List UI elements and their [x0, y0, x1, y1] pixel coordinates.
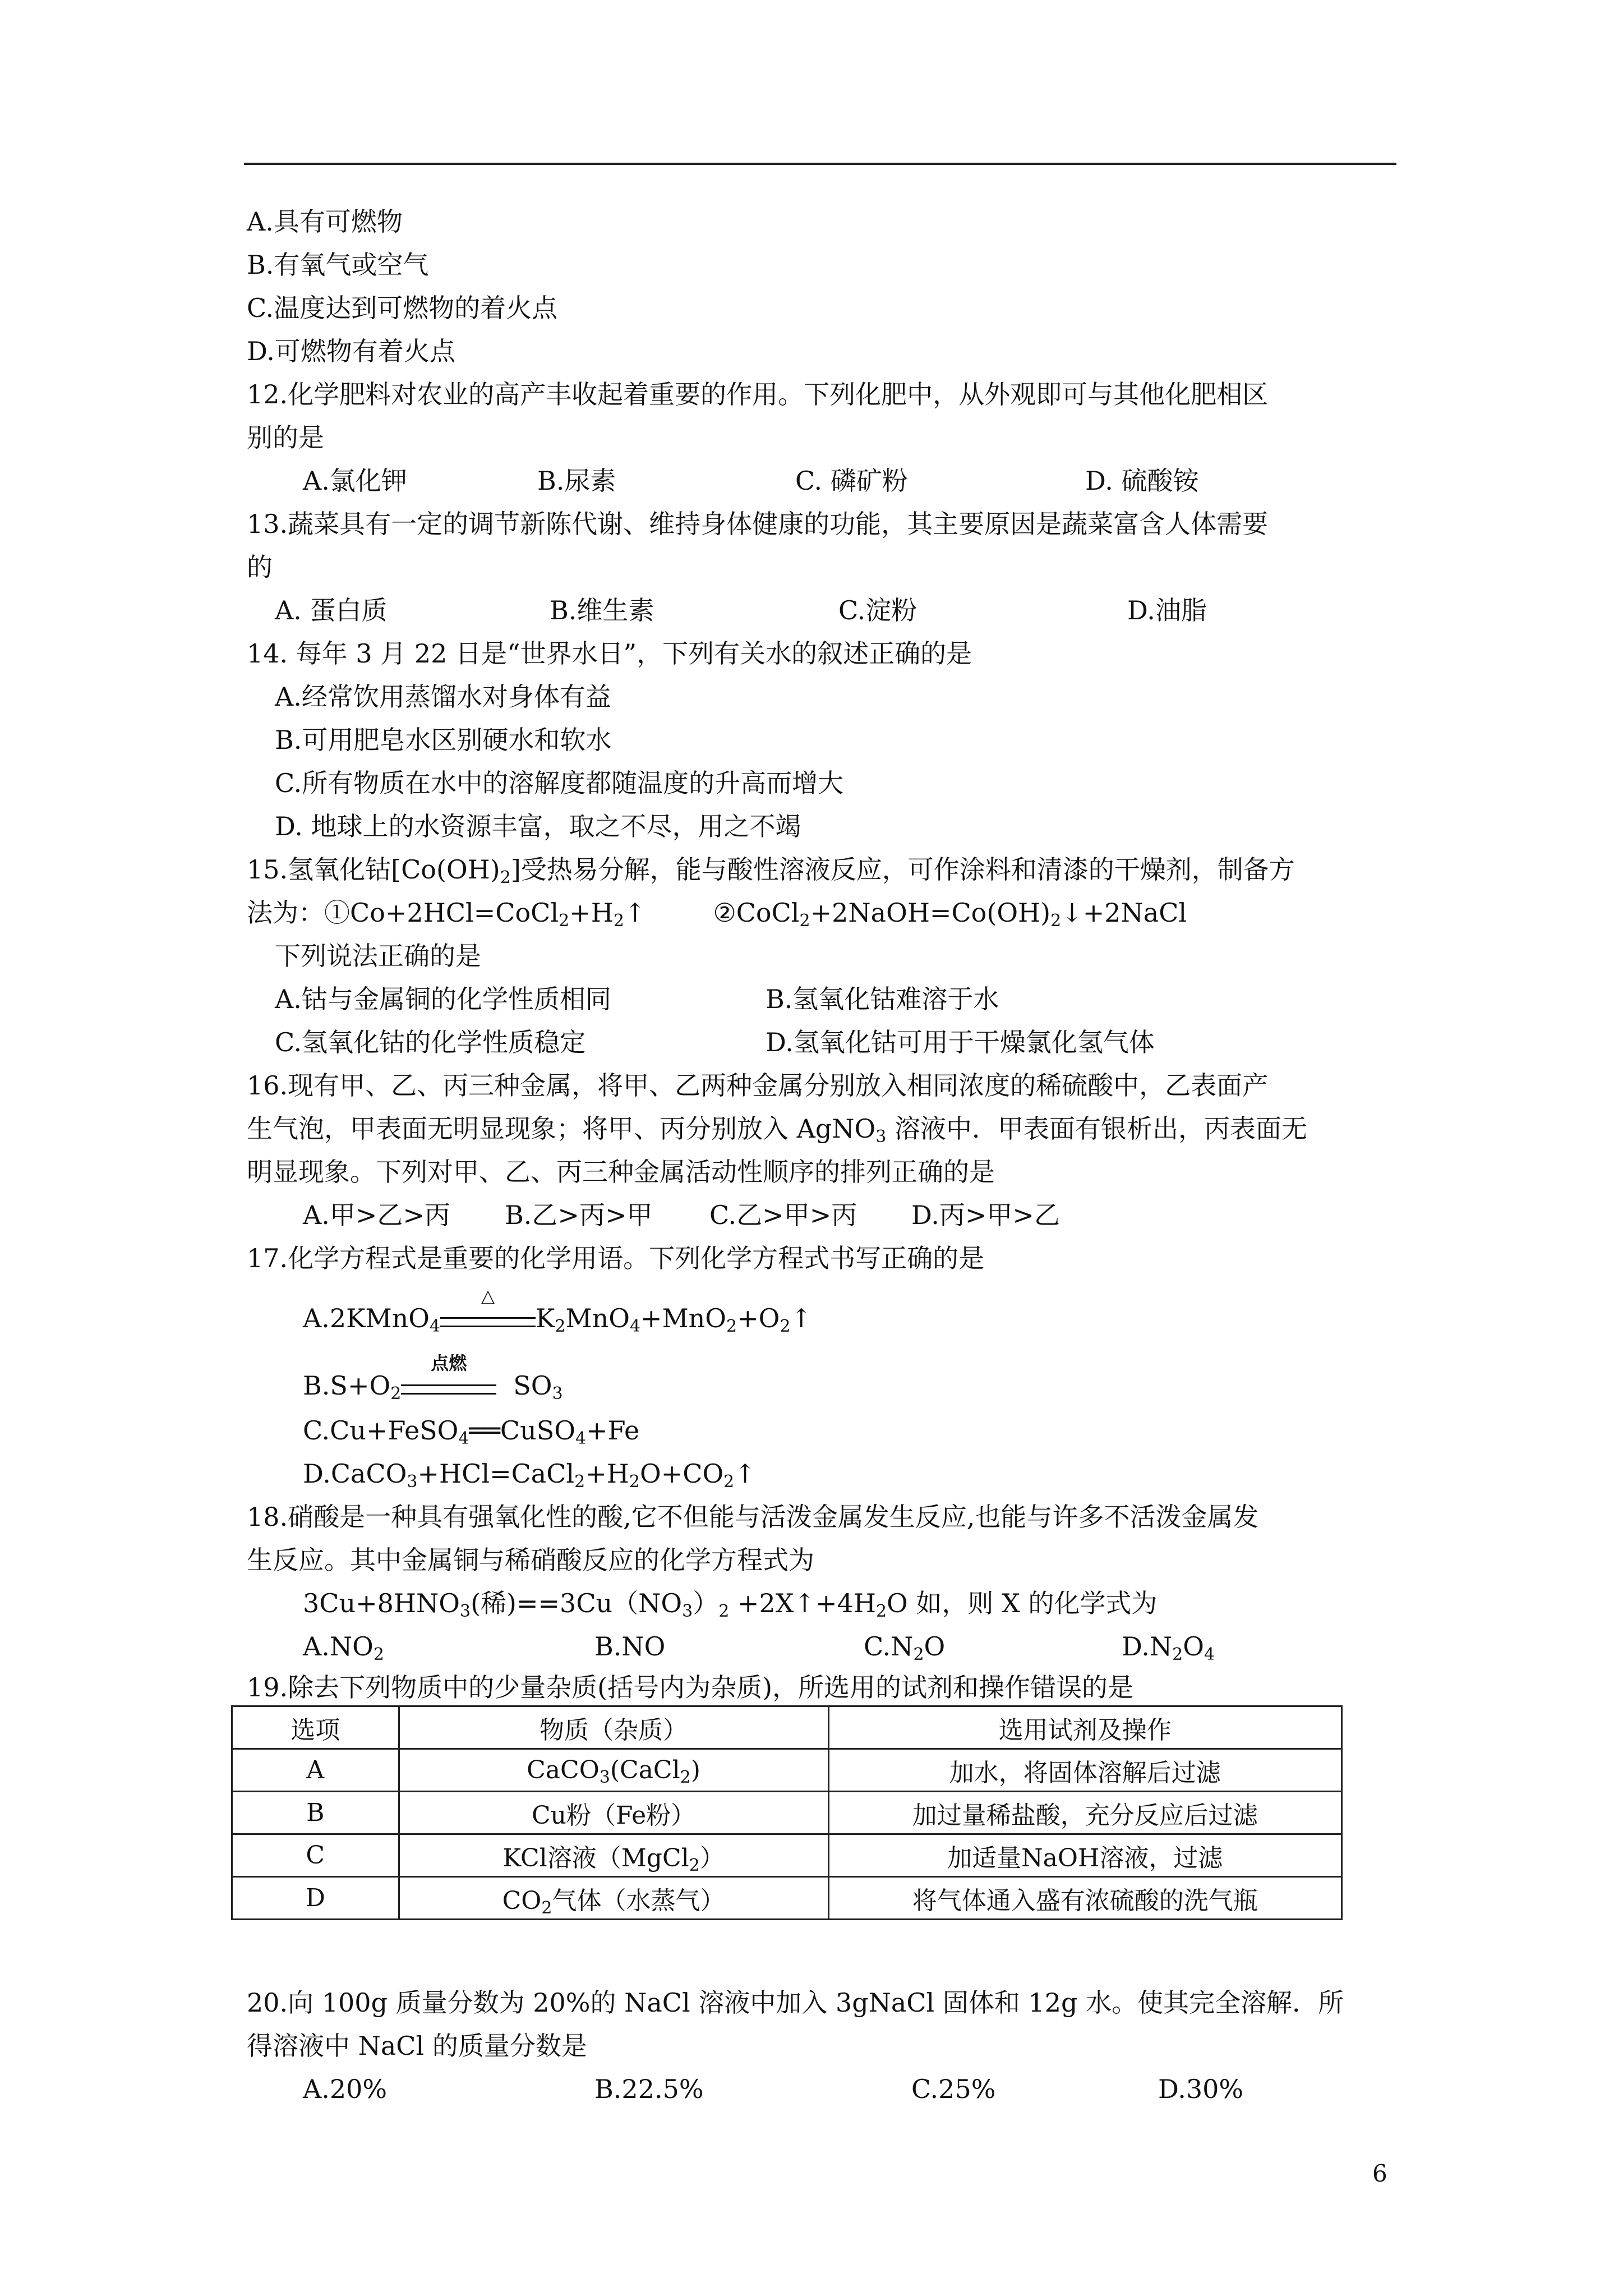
q13-option-a: A. 蛋白质	[275, 595, 388, 625]
q16-stem-line1: 16.现有甲、乙、丙三种金属，将甲、乙两种金属分别放入相同浓度的稀硫酸中，乙表面产	[247, 1070, 1269, 1101]
q17d-sub: 3	[407, 1472, 418, 1492]
q17a-text: +O	[737, 1303, 780, 1333]
q18-option-a	[303, 1630, 384, 1663]
q11-option-d: D.可燃物有着火点	[247, 336, 455, 366]
q15-eq1: 法为：①Co+2HCl=CoCl	[247, 898, 559, 928]
q20-option-b: B.22.5%	[594, 2074, 704, 2104]
cell-method: 加适量NaOH溶液，过滤	[828, 1834, 1341, 1877]
q15-sub: 2	[799, 911, 810, 931]
cell-material	[399, 1749, 828, 1792]
q18d-text: D.N	[1122, 1631, 1173, 1662]
q15-sub: 2	[500, 868, 511, 887]
cell-sub: 3	[599, 1768, 610, 1787]
q18-equation	[303, 1586, 1157, 1620]
q17c-text: ══CuSO	[469, 1415, 575, 1446]
q17-option-d	[303, 1457, 756, 1490]
q18-eq-text: 3Cu+8HNO	[303, 1588, 460, 1618]
q12-stem-line1: 12.化学肥料对农业的高产丰收起着重要的作用。下列化肥中，从外观即可与其他化肥相区	[247, 379, 1269, 409]
table-row	[232, 1877, 1342, 1920]
cell-option: D	[232, 1877, 399, 1920]
q18-eq-sub: 2	[718, 1602, 730, 1621]
q13-stem-line2: 的	[247, 552, 273, 582]
cell-option: C	[232, 1834, 399, 1877]
q14-option-b: B.可用肥皂水区别硬水和软水	[275, 725, 612, 755]
cell-text: )	[690, 1756, 700, 1784]
cell-text: KCl溶液（MgCl	[502, 1843, 689, 1872]
q20-option-a: A.20%	[303, 2074, 388, 2104]
col-header-method: 选用试剂及操作	[828, 1706, 1341, 1749]
q18-eq-sub: 2	[875, 1602, 887, 1621]
q15-option-c: C.氢氧化钴的化学性质稳定	[275, 1027, 586, 1057]
q15-eq1: ↑	[624, 898, 646, 928]
cell-method: 加水，将固体溶解后过滤	[828, 1749, 1341, 1792]
q17-stem: 17.化学方程式是重要的化学用语。下列化学方程式书写正确的是	[247, 1243, 985, 1273]
q17a-text: A.2KMnO	[303, 1303, 430, 1333]
q17-option-b	[303, 1352, 563, 1404]
reaction-condition-ignite	[401, 1352, 496, 1395]
q17b-text: SO	[513, 1370, 552, 1401]
q18-option-c	[864, 1630, 945, 1663]
q15-option-b: B.氢氧化钴难溶于水	[766, 984, 999, 1014]
cell-sub: 2	[689, 1855, 700, 1875]
cell-sub: 2	[541, 1898, 552, 1918]
header-rule	[244, 163, 1396, 165]
table-header-row	[232, 1706, 1342, 1749]
q17c-sub: 4	[575, 1429, 587, 1448]
q12-option-b: B.尿素	[537, 466, 616, 496]
q15-eq1: +H	[569, 898, 614, 928]
q13-option-d: D.油脂	[1127, 595, 1207, 625]
q17d-text: +H	[585, 1458, 629, 1489]
cell-material	[399, 1877, 828, 1920]
q18-option-b	[594, 1630, 665, 1663]
q16-text: 溶液中．甲表面有银析出，丙表面无	[886, 1114, 1307, 1144]
q16-option-b: B.乙>丙>甲	[505, 1200, 653, 1230]
q11-option-c: C.温度达到可燃物的着火点	[247, 293, 558, 323]
cell-text: 气体（水蒸气）	[552, 1886, 725, 1915]
page-number: 6	[1372, 2160, 1387, 2187]
cell-option: A	[232, 1749, 399, 1792]
q17d-sub: 2	[629, 1472, 640, 1492]
q15-text: 15.氢氧化钴[Co(OH)	[247, 854, 500, 885]
cell-sub: 2	[680, 1768, 691, 1787]
q17-option-c	[303, 1414, 639, 1447]
q20-option-d: D.30%	[1158, 2074, 1244, 2104]
table-row	[232, 1792, 1342, 1834]
q18-eq-text: +2X↑+4H	[729, 1588, 876, 1618]
q17d-text: ↑	[734, 1458, 756, 1489]
cell-text: Cu粉（Fe粉）	[531, 1801, 696, 1830]
cell-text: (CaCl	[610, 1756, 680, 1784]
q15-eq2: +2NaOH=Co(OH)	[810, 898, 1051, 928]
q17d-sub: 2	[574, 1472, 585, 1492]
q13-stem-line1: 13.蔬菜具有一定的调节新陈代谢、维持身体健康的功能，其主要原因是蔬菜富含人体需要	[247, 509, 1269, 539]
cell-text: CO	[502, 1886, 542, 1915]
q14-option-a: A.经常饮用蒸馏水对身体有益	[275, 682, 611, 712]
q17d-text: D.CaCO	[303, 1458, 407, 1489]
cell-material	[399, 1792, 828, 1834]
cell-text: CaCO	[527, 1756, 600, 1784]
q18-eq-text: ）	[693, 1588, 719, 1618]
reaction-condition-heat	[440, 1285, 536, 1327]
q18c-sub: 2	[913, 1645, 924, 1664]
q20-option-c: C.25%	[911, 2074, 996, 2104]
q18-eq-text: O 如，则 X 的化学式为	[887, 1588, 1158, 1618]
q18-stem-line2: 生反应。其中金属铜与稀硝酸反应的化学方程式为	[247, 1545, 814, 1575]
q18b-text: B.NO	[594, 1631, 666, 1662]
q15-stem-line2	[247, 896, 1187, 930]
q15-stem-line3: 下列说法正确的是	[275, 941, 481, 971]
q20-stem-line1: 20.向 100g 质量分数为 20%的 NaCl 溶液中加入 3gNaCl 固体和 12g 水。使其完全溶解．所	[247, 1987, 1344, 2018]
q12-stem-line2: 别的是	[247, 422, 324, 453]
q17b-sub: 2	[390, 1384, 402, 1404]
q17c-sub: 4	[458, 1429, 469, 1448]
q17a-text: K	[536, 1303, 555, 1333]
heat-symbol: △	[481, 1285, 495, 1306]
q18c-text: C.N	[864, 1631, 914, 1662]
q18c-text: O	[924, 1631, 946, 1662]
q17a-sub: 4	[429, 1317, 441, 1336]
q17-option-a	[303, 1285, 813, 1336]
q20-stem-line2: 得溶液中 NaCl 的质量分数是	[247, 2031, 587, 2061]
q17a-text: ↑	[790, 1303, 813, 1333]
q15-sub: 2	[613, 911, 624, 931]
q17d-sub: 2	[723, 1472, 735, 1492]
q14-stem: 14. 每年 3 月 22 日是“世界水日”，下列有关水的叙述正确的是	[247, 638, 972, 669]
q17a-text: MnO	[565, 1303, 630, 1333]
q19-table	[231, 1705, 1343, 1920]
q16-text: 生气泡，甲表面无明显现象；将甲、丙分别放入 AgNO	[247, 1114, 876, 1144]
q16-stem-line3: 明显现象。下列对甲、乙、丙三种金属活动性顺序的排列正确的是	[247, 1157, 995, 1187]
q18-stem-line1: 18.硝酸是一种具有强氧化性的酸,它不但能与活泼金属发生反应,也能与许多不活泼金属发	[247, 1502, 1259, 1532]
q17a-text: +MnO	[640, 1303, 727, 1333]
cell-option: B	[232, 1792, 399, 1834]
cell-material	[399, 1834, 828, 1877]
q16-stem-line2	[247, 1112, 1307, 1145]
q13-option-c: C.淀粉	[838, 595, 917, 625]
q15-eq2: ②CoCl	[713, 898, 800, 928]
q18a-text: A.NO	[303, 1631, 374, 1662]
q15-sub: 2	[559, 911, 570, 931]
q11-option-b: B.有氧气或空气	[247, 250, 429, 280]
q15-option-a: A.钴与金属铜的化学性质相同	[275, 984, 611, 1014]
q16-option-a: A.甲>乙>丙	[303, 1200, 450, 1230]
table-row	[232, 1834, 1342, 1877]
q17c-text: C.Cu+FeSO	[303, 1415, 459, 1446]
q13-option-b: B.维生素	[550, 595, 654, 625]
ignite-label: 点燃	[431, 1352, 467, 1374]
q17b-text: B.S+O	[303, 1370, 391, 1401]
q15-stem-line1	[247, 853, 1295, 886]
q17d-text: +HCl=CaCl	[417, 1458, 575, 1489]
cell-text: ）	[699, 1843, 725, 1872]
q18-option-d	[1122, 1630, 1215, 1663]
q17a-sub: 2	[726, 1317, 737, 1336]
q12-option-d: D. 硫酸铵	[1085, 466, 1199, 496]
table-row	[232, 1749, 1342, 1792]
q16-sub: 3	[875, 1127, 887, 1147]
q14-option-c: C.所有物质在水中的溶解度都随温度的升高而增大	[275, 768, 844, 798]
col-header-material: 物质（杂质）	[399, 1706, 828, 1749]
cell-method: 加过量稀盐酸，充分反应后过滤	[828, 1792, 1341, 1834]
q17a-sub: 2	[555, 1317, 566, 1336]
q18-eq-sub: 3	[459, 1602, 471, 1621]
col-header-option: 选项	[232, 1706, 399, 1749]
q12-option-c: C. 磷矿粉	[795, 466, 908, 496]
q17d-text: O+CO	[640, 1458, 724, 1489]
q17b-sub: 3	[552, 1384, 563, 1404]
q15-sub: 2	[1050, 911, 1062, 931]
q14-option-d: D. 地球上的水资源丰富，取之不尽，用之不竭	[275, 811, 801, 841]
q18d-sub: 4	[1204, 1645, 1215, 1664]
q15-option-d: D.氢氧化钴可用于干燥氯化氢气体	[766, 1027, 1155, 1057]
q11-option-a: A.具有可燃物	[247, 206, 403, 237]
cell-method: 将气体通入盛有浓硫酸的洗气瓶	[828, 1877, 1341, 1920]
q18d-text: O	[1183, 1631, 1204, 1662]
q15-eq2: ↓+2NaCl	[1061, 898, 1187, 928]
q17a-sub: 2	[780, 1317, 791, 1336]
q18d-sub: 2	[1172, 1645, 1183, 1664]
q19-stem: 19.除去下列物质中的少量杂质(括号内为杂质)，所选用的试剂和操作错误的是	[247, 1672, 1134, 1703]
q16-option-c: C.乙>甲>丙	[709, 1200, 857, 1230]
q16-option-d: D.丙>甲>乙	[911, 1200, 1060, 1230]
q17c-text: +Fe	[586, 1415, 640, 1446]
q15-text: ]受热易分解，能与酸性溶液反应，可作涂料和清漆的干燥剂，制备方	[510, 854, 1295, 885]
q12-option-a: A.氯化钾	[303, 466, 407, 496]
q18-eq-text: (稀)==3Cu（NO	[471, 1588, 683, 1618]
q18-eq-sub: 3	[682, 1602, 693, 1621]
q17a-sub: 4	[629, 1317, 641, 1336]
q18a-sub: 2	[373, 1645, 384, 1664]
